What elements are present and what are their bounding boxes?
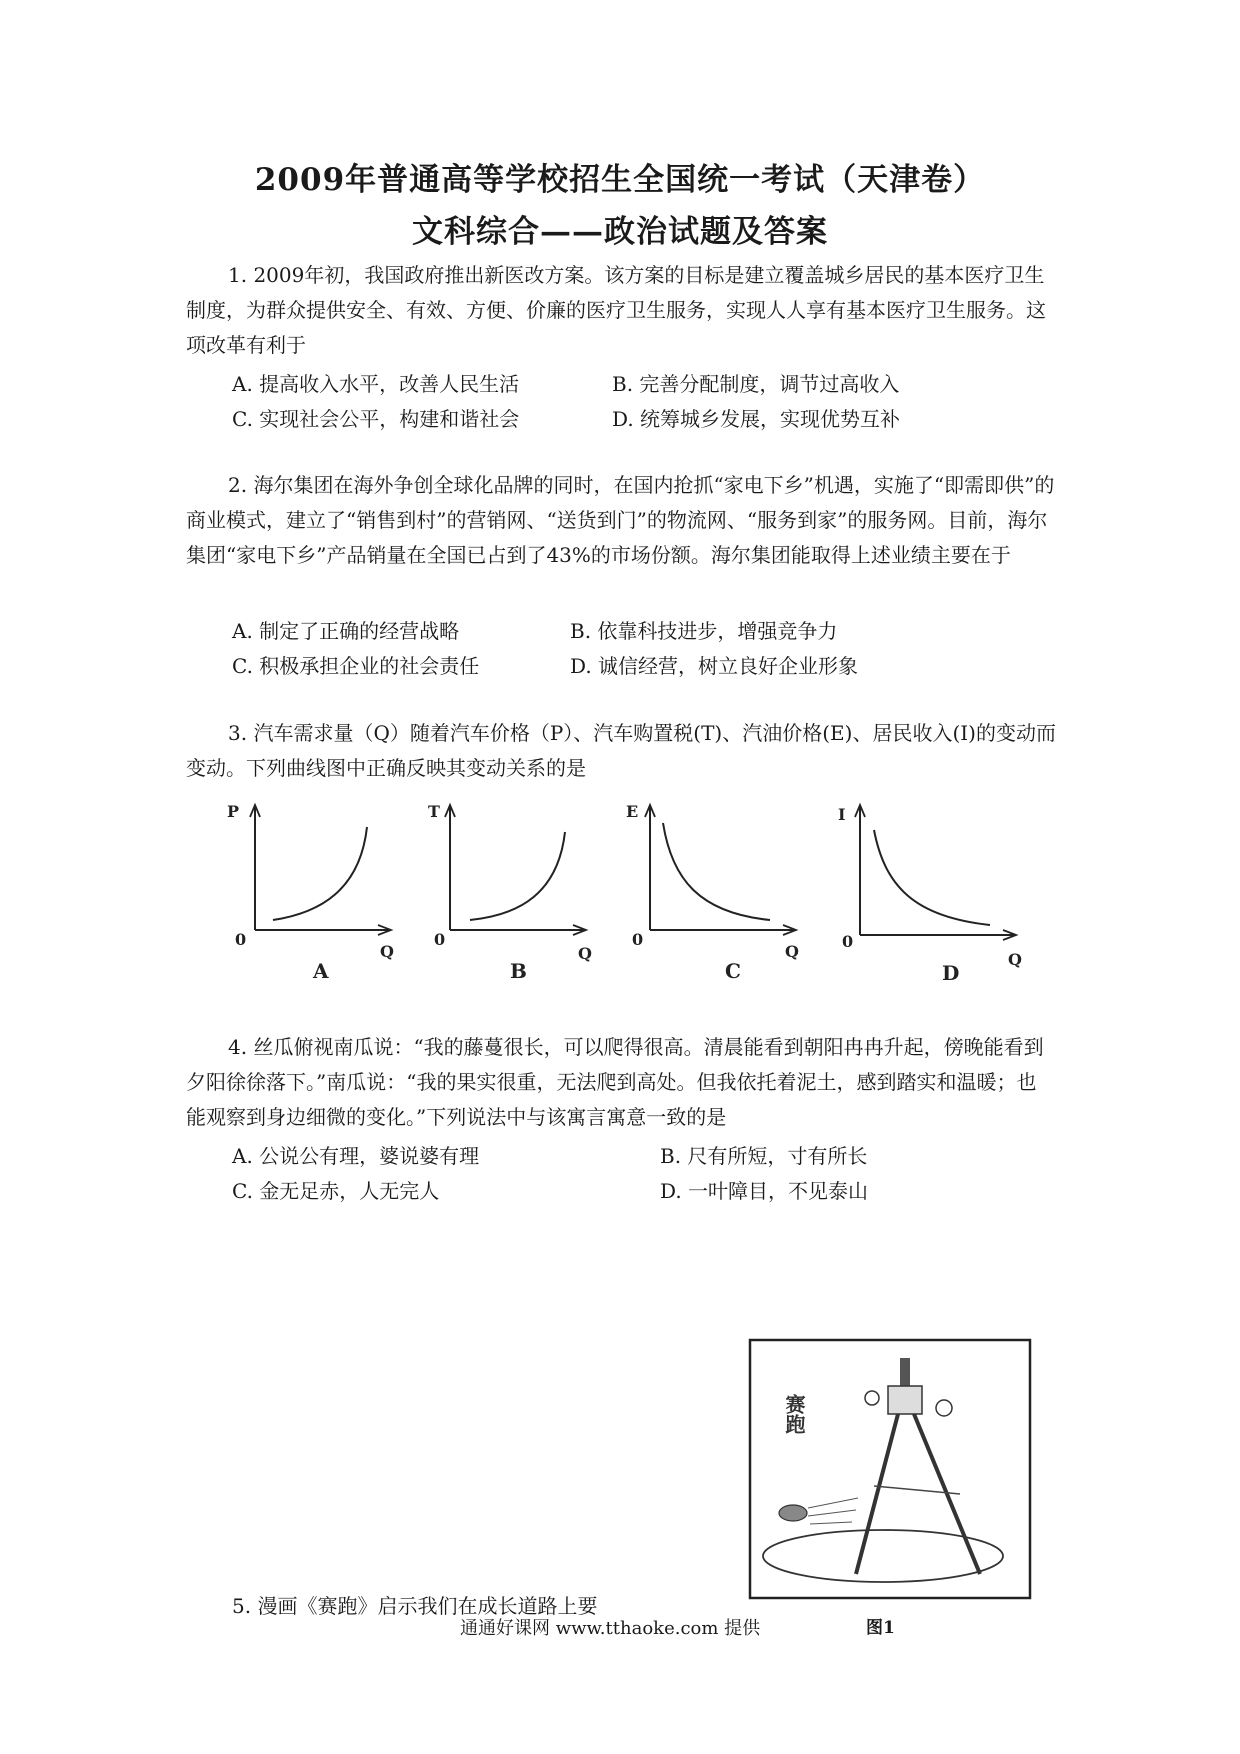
y-axis-label: E xyxy=(626,802,639,821)
origin-label: 0 xyxy=(632,930,644,949)
graph-caption: D xyxy=(942,961,960,985)
question-1-option-a: A. 提高收入水平，改善人民生活 xyxy=(232,372,520,396)
graph-d-svg xyxy=(830,795,1045,995)
question-4-option-d: D. 一叶障目，不见泰山 xyxy=(660,1179,869,1203)
figure-caption: 图1 xyxy=(866,1618,895,1638)
question-1-option-d: D. 统筹城乡发展，实现优势互补 xyxy=(612,407,901,431)
question-2-stem: 2. 海尔集团在海外争创全球化品牌的同时，在国内抢抓“家电下乡”机遇，实施了“即需即供”的商业模式，建立了“销售到村”的营销网、“送货到门”的物流网、“服务到家”的服务网。目前，海尔集团“家电下乡”产品销量在全国已占到了43%的市场份额。海尔集团能取得上述业绩主要在于 xyxy=(186,473,1055,567)
cartoon-figure xyxy=(748,1338,1032,1600)
y-axis-label: T xyxy=(428,802,440,821)
compass-head-icon xyxy=(888,1386,922,1414)
question-2-option-b: B. 依靠科技进步，增强竞争力 xyxy=(570,619,838,643)
origin-label: 0 xyxy=(842,932,854,951)
x-axis-label: Q xyxy=(380,942,394,961)
question-1-stem: 1. 2009年初，我国政府推出新医改方案。该方案的目标是建立覆盖城乡居民的基本医疗卫生制度，为群众提供安全、有效、方便、价廉的医疗卫生服务，实现人人享有基本医疗卫生服务。这项改革有利于 xyxy=(186,263,1046,357)
graph-caption: B xyxy=(510,959,527,983)
curve xyxy=(874,830,990,925)
x-axis-label: Q xyxy=(785,942,799,961)
question-5-stem: 5. 漫画《赛跑》启示我们在成长道路上要 xyxy=(232,1594,598,1618)
origin-label: 0 xyxy=(235,930,247,949)
question-3-stem: 3. 汽车需求量（Q）随着汽车价格（P）、汽车购置税(T)、汽油价格(E)、居民收入(I)的变动而变动。下列曲线图中正确反映其变动关系的是 xyxy=(186,721,1056,780)
graph-d xyxy=(830,795,1045,995)
question-2-option-d: D. 诚信经营，树立良好企业形象 xyxy=(570,654,859,678)
runner-figure-icon xyxy=(779,1505,807,1521)
x-axis-label: Q xyxy=(578,944,592,963)
question-4-stem: 4. 丝瓜俯视南瓜说：“我的藤蔓很长，可以爬得很高。清晨能看到朝阳冉冉升起，傍晚能看到夕阳徐徐落下。”南瓜说：“我的果实很重，无法爬到高处。但我依托着泥土，感到踏实和温暖；也能观察到身边细微的变化。”下列说法中与该寓言寓意一致的是 xyxy=(186,1035,1044,1129)
x-axis-label: Q xyxy=(1008,950,1022,969)
curve xyxy=(663,823,770,920)
page-title-line1: 2009年普通高等学校招生全国统一考试（天津卷） xyxy=(254,162,986,198)
curve xyxy=(273,827,367,920)
question-1-option-c: C. 实现社会公平，构建和谐社会 xyxy=(232,407,520,431)
graph-c xyxy=(620,795,835,995)
graph-caption: A xyxy=(313,959,329,983)
page-title-line2: 文科综合——政治试题及答案 xyxy=(412,214,828,250)
cartoon-drawing xyxy=(748,1338,1032,1600)
graph-a-svg xyxy=(225,795,440,995)
question-4-option-c: C. 金无足赤，人无完人 xyxy=(232,1179,440,1203)
compass-top-icon xyxy=(900,1358,910,1386)
graph-b xyxy=(420,795,635,995)
page-footer: 通通好课网 www.tthaoke.com 提供 xyxy=(460,1618,761,1639)
question-2-option-c: C. 积极承担企业的社会责任 xyxy=(232,654,480,678)
origin-label: 0 xyxy=(434,930,446,949)
graph-b-svg xyxy=(420,795,635,995)
y-axis-label: I xyxy=(838,805,846,824)
curve xyxy=(470,832,565,920)
question-1-option-b: B. 完善分配制度，调节过高收入 xyxy=(612,372,900,396)
question-4-option-a: A. 公说公有理，婆说婆有理 xyxy=(232,1144,480,1168)
y-axis-label: P xyxy=(227,802,240,821)
cartoon-title: 赛跑 xyxy=(782,1394,806,1434)
graph-caption: C xyxy=(725,959,741,983)
cartoon-frame xyxy=(750,1340,1030,1598)
graph-a xyxy=(225,795,440,995)
graph-c-svg xyxy=(620,795,835,995)
question-4-option-b: B. 尺有所短，寸有所长 xyxy=(660,1144,868,1168)
question-2-option-a: A. 制定了正确的经营战略 xyxy=(232,619,460,643)
